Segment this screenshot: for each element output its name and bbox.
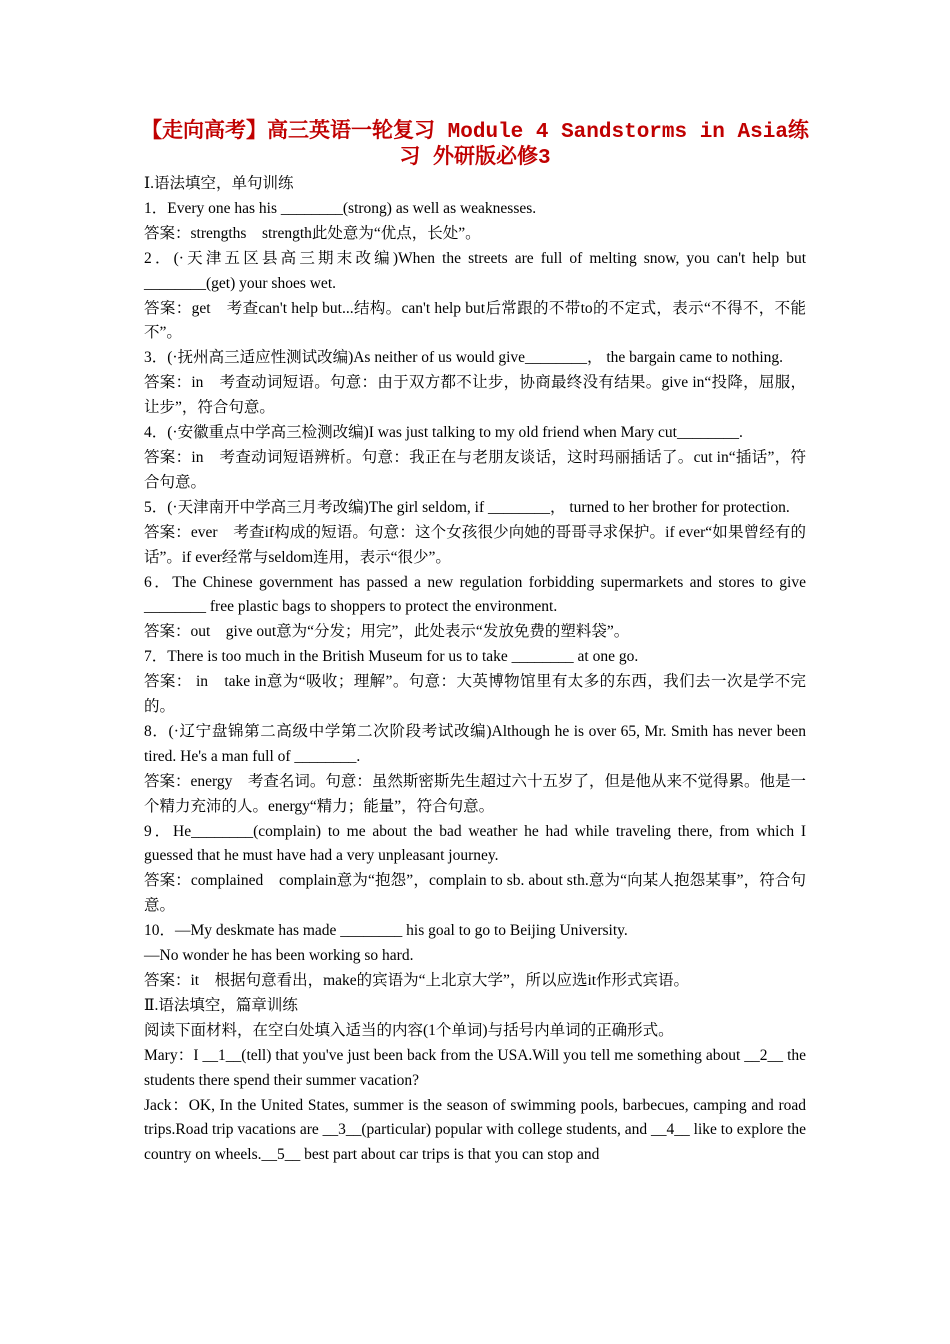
question-3: 3．(·抚州高三适应性测试改编)As neither of us would give________， the bargain came to nothing. [144,349,783,367]
answer-1: 答案：strengths strength此处意为“优点，长处”。 [144,224,481,242]
question-2: 2．(·天津五区县高三期末改编)When the streets are full of melting snow, you can't help but ________(get) your shoes wet. [144,249,806,292]
section-2-instruction: 阅读下面材料，在空白处填入适当的内容(1个单词)与括号内单词的正确形式。 [144,1021,674,1039]
question-1: 1．Every one has his ________(strong) as well as weaknesses. [144,199,537,217]
answer-3: 答案：in 考查动词短语。句意：由于双方都不让步，协商最终没有结果。give in“投降，屈服，让步”，符合句意。 [144,374,806,417]
question-10: 10．—My deskmate has made ________ his goal to go to Beijing University. [144,922,628,940]
answer-4: 答案：in 考查动词短语辨析。句意：我正在与老朋友谈话，这时玛丽插话了。cut in“插话”，符合句意。 [144,448,806,491]
document-page [141,120,809,1168]
answer-9: 答案：complained complain意为“抱怨”，complain to sb. about sth.意为“向某人抱怨某事”，符合句意。 [144,872,806,915]
section-2-heading: Ⅱ.语法填空，篇章训练 [144,996,298,1014]
answer-8: 答案：energy 考查名词。句意：虽然斯密斯先生超过六十五岁了，但是他从来不觉得累。他是一个精力充沛的人。energy“精力；能量”，符合句意。 [144,772,806,815]
answer-10: 答案：it 根据句意看出，make的宾语为“上北京大学”，所以应选it作形式宾语。 [144,972,690,989]
answer-2: 答案：get 考查can't help but...结构。can't help but后常跟的不带to的不定式，表示“不得不，不能不”。 [144,299,806,342]
answer-5: 答案：ever 考查if构成的短语。句意：这个女孩很少向她的哥哥寻求保护。if ever“如果曾经有的话”。if ever经常与seldom连用，表示“很少”。 [144,523,806,566]
title-line-1: 【走向高考】高三英语一轮复习 Module 4 Sandstorms in Asia练 [141,121,809,144]
section-1-heading: Ⅰ.语法填空，单句训练 [144,175,294,192]
passage-mary: Mary：I __1__(tell) that you've just been back from the USA.Will you tell me something about __2__ the students there spend their summer vacation? [144,1046,806,1089]
question-10-reply: —No wonder he has been working so hard. [144,947,414,965]
question-6: 6．The Chinese government has passed a new regulation forbidding supermarkets and stores to give ________ free plastic bags to shoppers to protect the environment. [144,573,806,616]
title-line-2: 习 外研版必修3 [399,147,551,170]
passage-jack: Jack：OK, In the United States, summer is the season of swimming pools, barbecues, camping and road trips.Road trip vacations are __3__(particular) popular with college students, and __4__ like to explore the country on wheels.__5__ best part about car trips is that you can stop and [144,1096,807,1164]
answer-7: 答案： in take in意为“吸收；理解”。句意：大英博物馆里有太多的东西，我们去一次是学不完的。 [144,673,806,716]
question-4: 4．(·安徽重点中学高三检测改编)I was just talking to my old friend when Mary cut________. [144,424,743,442]
question-5: 5．(·天津南开中学高三月考改编)The girl seldom, if ________， turned to her brother for protection. [144,498,790,516]
question-8: 8．(·辽宁盘锦第二高级中学第二次阶段考试改编)Although he is over 65, Mr. Smith has never been tired. He's a man full of ________. [144,722,806,765]
answer-6: 答案：out give out意为“分发；用完”，此处表示“发放免费的塑料袋”。 [144,623,630,641]
question-9: 9．He________(complain) to me about the bad weather he had while traveling there, from which I guessed that he must have had a very unpleasant journey. [144,822,806,865]
question-7: 7．There is too much in the British Museum for us to take ________ at one go. [144,648,639,666]
document-title [134,120,816,172]
